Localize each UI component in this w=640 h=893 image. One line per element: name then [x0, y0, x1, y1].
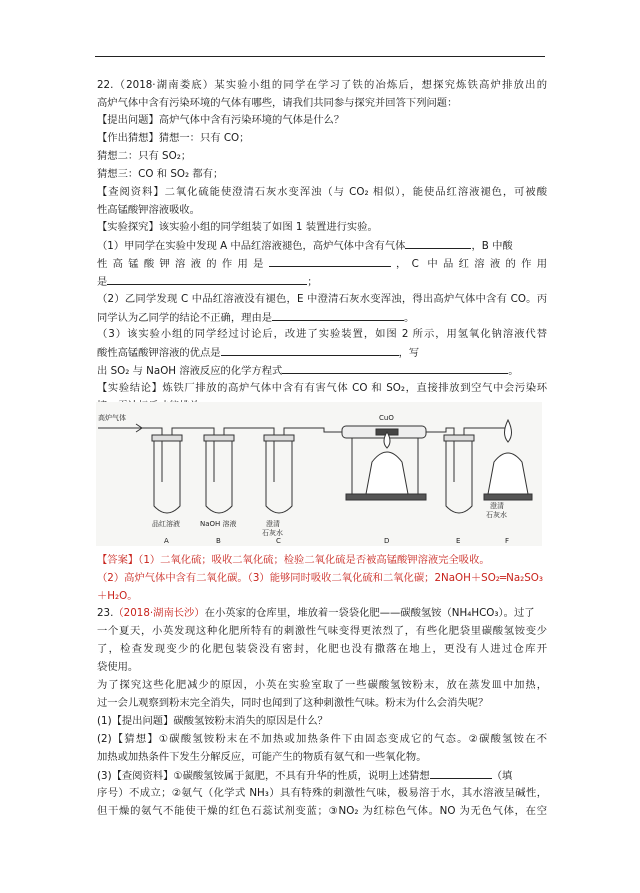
answer-blank[interactable]	[282, 362, 508, 374]
apparatus-figure	[96, 402, 542, 546]
answer-blank[interactable]	[107, 273, 307, 285]
apparatus-letter: E	[456, 537, 461, 545]
q22-line: 性高锰酸钾溶液吸收。	[97, 204, 200, 216]
q22-text: （1）甲同学在实验中发现 A 中品红溶液褪色，高炉气体中含有气体	[97, 240, 406, 252]
q22-text: ，B 中酸	[471, 240, 513, 252]
base-d	[346, 494, 426, 500]
q22-text: 出 SO₂ 与 NaOH 溶液反应的化学方程式	[97, 365, 283, 377]
q22-text: 是	[97, 276, 108, 288]
stopper-e	[444, 435, 474, 441]
flame-f	[505, 420, 512, 442]
header-rule	[95, 56, 545, 57]
q23-line: 袋使用。	[97, 661, 139, 673]
solution-label: 石灰水	[262, 529, 283, 537]
answer-blank[interactable]	[221, 344, 399, 356]
q22-text: 同学认为乙同学的结论不正确，理由是	[97, 312, 273, 324]
test-tube-c	[266, 436, 292, 513]
apparatus-letter: D	[384, 537, 390, 545]
q22-line: 【实验探究】该实验小组的同学组装了如图 1 装置进行实验。	[97, 221, 378, 233]
q23-line	[97, 767, 547, 786]
q22-line	[97, 273, 547, 292]
apparatus-diagram	[96, 402, 542, 546]
q23-line: 为了探究这些化肥减少的原因，小英在实验室取了一些碳酸氢铵粉末，放在蒸发皿中加热，	[97, 679, 547, 691]
alcohol-lamp-f	[488, 453, 528, 494]
gas-label: 高炉气体	[98, 414, 126, 422]
q22-line	[97, 237, 547, 256]
answer-line	[97, 552, 547, 570]
q23-line: 加热或加热条件下发生分解反应，可能产生的物质有氨气和一些氧化物。	[97, 751, 427, 763]
q23-line: 了，检查发现变少的化肥包装袋没有密封，化肥也没有撒落在地上，更没有人进过仓库开	[97, 643, 547, 655]
solution-label: 石灰水	[486, 511, 507, 519]
q23-line: (1)【提出问题】碳酸氢铵粉末消失的原因是什么？	[97, 715, 328, 727]
q23-line: (2)【猜想】①碳酸氢铵粉末在不加热或加热条件下由固态变成它的气态。②碳酸氢铵在不	[97, 733, 547, 745]
q23-text: (3)【查阅资料】①碳酸氢铵属于氮肥，不具有升华的性质，说明上述猜想	[97, 770, 430, 782]
solution-label: NaOH 溶液	[200, 520, 237, 528]
q22-line: （3）该实验小组的同学经过讨论后，改进了实验装置，如图 2 所示，用氢氧化钠溶液代替	[97, 328, 547, 340]
base-f	[484, 494, 532, 500]
answer-blank[interactable]	[430, 767, 492, 779]
q22-line: （2）乙同学发现 C 中品红溶液没有褪色，E 中澄清石灰水变浑浊，得出高炉气体中含有 CO。丙	[97, 293, 547, 305]
q22-line: 猜想三：CO 和 SO₂ 都有；	[97, 168, 224, 180]
answer-blank[interactable]	[272, 309, 404, 321]
q22-line: 22.（2018·湖南娄底）某实验小组的同学在学习了铁的冶炼后，想探究炼铁高炉排放出的	[97, 79, 547, 91]
apparatus-letter: B	[216, 537, 221, 545]
stopper-a	[152, 435, 182, 441]
apparatus-letter: A	[164, 537, 169, 545]
q23-text: 在小英家的仓库里，堆放着一袋袋化肥——碳酸氢铵（NH₄HCO₃）。过了	[204, 607, 535, 619]
apparatus-letter: C	[276, 537, 281, 545]
test-tube-b	[206, 436, 232, 513]
q23-line: 序号）不成立；②氨气（化学式 NH₃）具有特殊的刺激性气味，极易溶于水，其水溶液呈碱性，	[97, 787, 547, 799]
test-tube-e	[446, 436, 472, 513]
solution-label: 澄清	[266, 520, 280, 528]
solution-label: 澄清	[490, 502, 504, 510]
q23-line: 一个夏天，小英发现这种化肥所特有的刺激性气味变得更浓烈了，有些化肥袋里碳酸氢铵变少	[97, 625, 547, 637]
q22-line: 【实验结论】炼铁厂排放的高炉气体中含有有害气体 CO 和 SO₂，直接排放到空气中会污染环	[97, 382, 547, 394]
alcohol-lamp-d	[366, 452, 408, 494]
cuo-label: CuO	[379, 414, 394, 422]
q23-source: （2018·湖南长沙）	[113, 607, 205, 619]
answer-blank[interactable]	[269, 255, 391, 267]
answer-text: （1）二氧化硫；吸收二氧化硫；检验二氧化硫是否被高锰酸钾溶液完全吸收。	[138, 554, 490, 566]
q22-line: 猜想二：只有 SO₂；	[97, 150, 192, 162]
q22-text: 。	[508, 365, 519, 377]
answer-blank[interactable]	[405, 237, 471, 249]
q23-number: 23.	[97, 607, 114, 619]
answer-line: ＋H₂O。	[97, 590, 138, 602]
q22-line: 【提出问题】高炉气体中含有污染环境的气体是什么？	[97, 114, 345, 126]
solution-label: 品红溶液	[152, 520, 180, 528]
q22-line	[97, 255, 547, 274]
q22-line: 【作出猜想】猜想一：只有 CO；	[97, 132, 250, 144]
q22-line	[97, 362, 547, 381]
answer-line: （2）高炉气体中含有二氧化碳。（3）能够同时吸收二氧化硫和二氧化碳；2NaOH＋SO₂═Na₂SO₃	[97, 572, 544, 584]
q22-line: 【查阅资料】二氧化硫能使澄清石灰水变浑浊（与 CO₂ 相似），能使品红溶液褪色，可被酸	[97, 186, 547, 198]
q23-line	[97, 605, 547, 623]
q22-text: 。	[404, 312, 415, 324]
q22-text: 性高锰酸钾溶液的作用是	[97, 258, 269, 270]
q23-text: （填	[491, 770, 513, 782]
test-tube-a	[154, 436, 180, 513]
q22-text: ；	[307, 276, 318, 288]
q22-text: ，写	[398, 347, 420, 359]
q22-text: ，C 中品红溶液的作用	[390, 258, 548, 270]
stopper-b	[204, 435, 234, 441]
q23-line: 但干燥的氨气不能使干燥的红色石蕊试剂变蓝；③NO₂ 为红棕色气体。NO 为无色气体，在空	[97, 805, 547, 817]
q23-line: 过一会儿观察到粉末完全消失，同时也闻到了这种刺激性气味。粉末为什么会消失呢？	[97, 697, 489, 709]
stopper-c	[264, 435, 294, 441]
answer-tag: 【答案】	[97, 554, 139, 566]
q22-line	[97, 309, 547, 328]
q22-text: 酸性高锰酸钾溶液的优点是	[97, 347, 221, 359]
q22-line: 高炉气体中含有污染环境的气体有哪些，请我们共同参与探究并回答下列问题：	[97, 97, 458, 109]
q22-line	[97, 344, 547, 363]
apparatus-letter: F	[505, 537, 510, 545]
